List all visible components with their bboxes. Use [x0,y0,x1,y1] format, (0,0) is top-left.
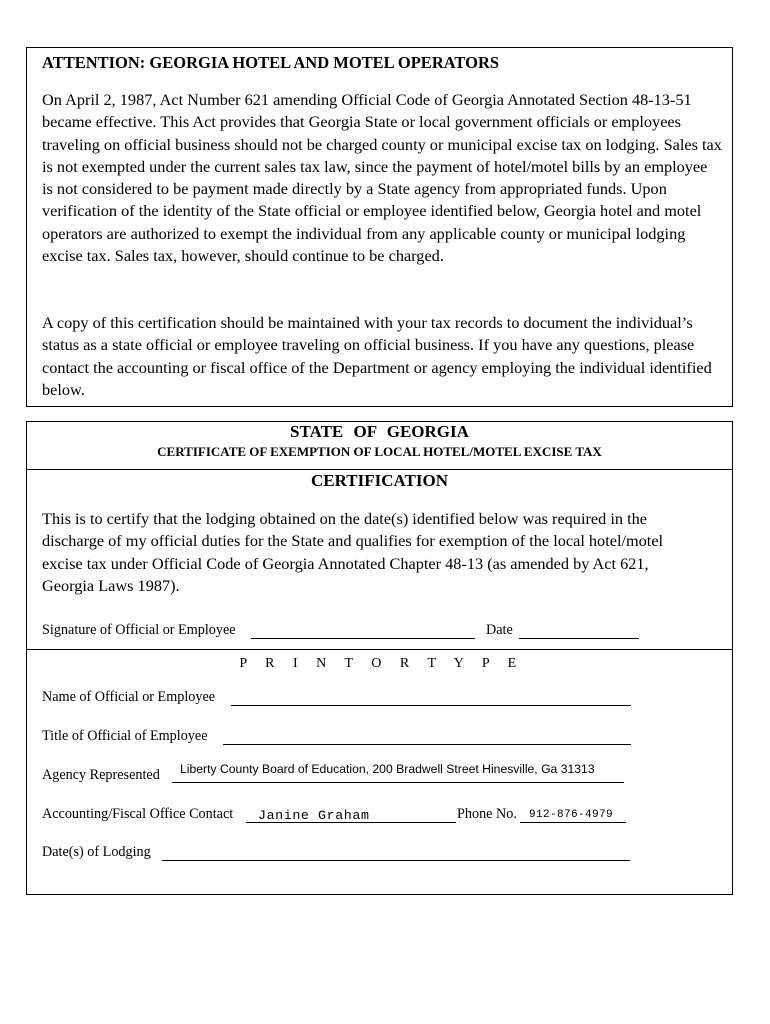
divider [27,469,732,470]
signature-field[interactable] [251,638,475,639]
certificate-box [26,421,733,895]
name-field[interactable] [231,705,631,706]
name-label: Name of Official or Employee [42,689,216,705]
dates-of-lodging-field[interactable] [162,860,630,861]
phone-label: Phone No. [457,806,517,822]
certificate-subtitle: CERTIFICATE OF EXEMPTION OF LOCAL HOTEL/MOTEL EXCISE TAX [157,444,602,459]
notice-title: ATTENTION: GEORGIA HOTEL AND MOTEL OPERATORS [42,53,500,72]
signature-label: Signature of Official or Employee [42,622,236,638]
certification-text: This is to certify that the lodging obtained on the date(s) identified below was required in the discharge of my official duties for the State and qualifies for exemption of the local hotel/motel excise tax under Official Code of Georgia Annotated Chapter 48-13 (as amended by Act 621, Georgia Laws 1987). [42,509,664,595]
dates-of-lodging-label: Date(s) of Lodging [42,844,151,860]
contact-value: Janine Graham [258,808,370,823]
date-label: Date [486,622,513,638]
notice-paragraph-2: A copy of this certification should be maintained with your tax records to document the individual’s status as a state official or employee traveling on official business. If you have any questions, please contact the accounting or fiscal office of the Department or agency employing the individual identified below. [42,313,712,399]
date-field[interactable] [519,638,639,639]
agency-value: Liberty County Board of Education, 200 Bradwell Street Hinesville, Ga 31313 [180,762,595,776]
title-label: Title of Official of Employee [42,728,208,744]
divider [27,649,732,650]
certification-heading: CERTIFICATION [311,471,448,490]
notice-box [26,47,733,407]
print-or-type-label: P R I N T O R T Y P E [239,656,520,671]
phone-value: 912-876-4979 [529,809,614,821]
phone-field[interactable] [520,822,626,823]
agency-label: Agency Represented [42,767,160,783]
agency-field[interactable] [172,782,624,783]
notice-paragraph-1: On April 2, 1987, Act Number 621 amending Official Code of Georgia Annotated Section 48-13-51 became effective. This Act provides that Georgia State or local government officials or employees traveling on official business should not be charged county or municipal excise tax on lodging. Sales tax is not exempted under the current sales tax law, since the payment of hotel/motel bills by an employee is not considered to be payment made directly by a State agency from appropriated funds. Upon verification of the identity of the State official or employee identified below, Georgia hotel and motel operators are authorized to exempt the individual from any applicable county or municipal lodging excise tax. Sales tax, however, should continue to be charged. [42,90,722,266]
state-title: STATE OF GEORGIA [290,422,469,441]
title-field[interactable] [223,744,631,745]
contact-label: Accounting/Fiscal Office Contact [42,806,234,822]
